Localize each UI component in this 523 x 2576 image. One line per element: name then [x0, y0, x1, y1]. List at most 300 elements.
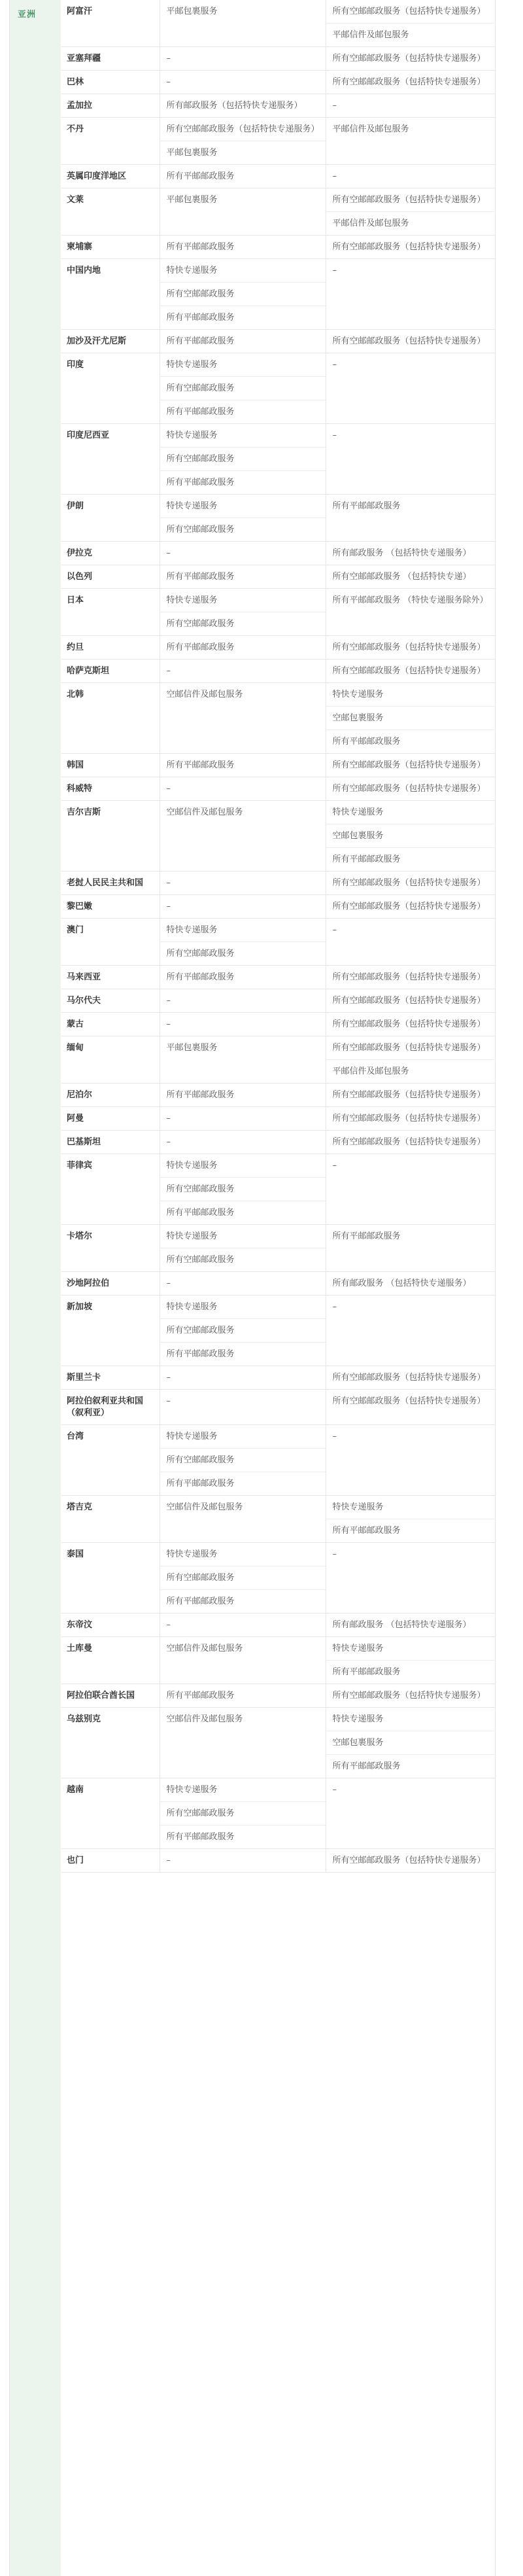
inbound-service-item: 所有空邮邮政服务（包括特快专递服务）: [332, 1114, 486, 1123]
country-name: 菲律宾: [61, 1154, 160, 1225]
country-name: 塔吉克: [61, 1496, 160, 1543]
outbound-service-item: 特快专递服务: [160, 589, 326, 612]
outbound-service-item: 所有空邮邮政服务（包括特快专递服务）: [160, 118, 326, 141]
outbound-service-item: –: [166, 878, 171, 888]
inbound-service-item: 所有空邮邮政服务（包括特快专递服务）: [332, 1691, 486, 1701]
country-name: 哈萨克斯坦: [61, 660, 160, 683]
outbound-services-cell: [160, 330, 326, 353]
inbound-services-cell: [326, 1366, 496, 1390]
country-name: 巴基斯坦: [61, 1131, 160, 1154]
outbound-service-item: 所有空邮邮政服务: [166, 525, 235, 535]
outbound-service-item: 特快专递服务: [160, 1154, 326, 1178]
inbound-services-cell: [326, 1425, 496, 1496]
outbound-service-item: 所有平邮邮政服务: [166, 313, 235, 323]
outbound-service-item: –: [166, 548, 171, 558]
table-row: [61, 1614, 496, 1637]
outbound-service-item: 特快专递服务: [160, 353, 326, 377]
outbound-service-item: –: [166, 666, 171, 676]
table-row: [61, 165, 496, 188]
inbound-service-item: 空邮包裹服务: [326, 707, 496, 730]
table-row: [61, 188, 496, 236]
table-row: [61, 565, 496, 589]
country-name: 中国内地: [61, 259, 160, 330]
country-name: 柬埔寨: [61, 236, 160, 259]
table-row: [61, 1390, 496, 1425]
outbound-service-item: –: [166, 1137, 171, 1147]
table-row: [61, 259, 496, 330]
country-name: 亚塞拜疆: [61, 47, 160, 71]
outbound-services-cell: [160, 801, 326, 872]
outbound-service-item: 所有空邮邮政服务: [166, 619, 235, 629]
outbound-services-cell: [160, 1684, 326, 1708]
outbound-services-cell: [160, 660, 326, 683]
country-name: 科威特: [61, 777, 160, 801]
inbound-service-item: 所有空邮邮政服务（包括特快专递服务）: [332, 54, 486, 63]
country-name: 伊拉克: [61, 542, 160, 565]
country-name: 伊朗: [61, 495, 160, 542]
country-name: 吉尔吉斯: [61, 801, 160, 872]
outbound-service-item: 所有平邮邮政服务: [166, 1832, 235, 1842]
inbound-services-cell: [326, 660, 496, 683]
table-row: [61, 1272, 496, 1296]
inbound-services-cell: [326, 236, 496, 259]
country-name: 斯里兰卡: [61, 1366, 160, 1390]
outbound-service-item: 所有空邮邮政服务: [160, 1566, 326, 1590]
outbound-service-item: 所有平邮邮政服务: [166, 242, 235, 252]
inbound-service-item: 所有平邮邮政服务: [332, 855, 401, 864]
inbound-services-cell: [326, 1614, 496, 1637]
inbound-service-item: 所有空邮邮政服务（包括特快专递服务）: [332, 1137, 486, 1147]
inbound-service-item: 所有空邮邮政服务（包括特快专递服务）: [332, 1373, 486, 1383]
inbound-service-item: 所有平邮邮政服务: [332, 1667, 401, 1677]
outbound-services-cell: [160, 1013, 326, 1036]
table-row: [61, 919, 496, 966]
inbound-services-cell: [326, 188, 496, 236]
inbound-services-cell: [326, 1684, 496, 1708]
table-row: [61, 683, 496, 754]
outbound-service-item: 所有邮政服务（包括特快专递服务）: [166, 101, 303, 111]
inbound-service-item: 所有空邮邮政服务（包括特快专递服务）: [332, 77, 486, 87]
country-name: 加沙及汗尤尼斯: [61, 330, 160, 353]
inbound-service-item: 所有空邮邮政服务（包括特快专递服务）: [332, 1856, 486, 1865]
outbound-services-cell: [160, 1084, 326, 1107]
outbound-services-cell: [160, 1708, 326, 1778]
table-row: [61, 47, 496, 71]
outbound-services-cell: [160, 683, 326, 754]
table-row: [61, 636, 496, 660]
country-name: 不丹: [61, 118, 160, 165]
outbound-service-item: 所有平邮邮政服务: [166, 1479, 235, 1489]
outbound-service-item: 空邮信件及邮包服务: [166, 1502, 243, 1512]
service-table: [61, 0, 496, 1873]
table-row: [61, 1013, 496, 1036]
table-row: [61, 895, 496, 919]
inbound-services-cell: [326, 754, 496, 777]
outbound-services-cell: [160, 47, 326, 71]
inbound-services-cell: [326, 1296, 496, 1366]
country-name: 泰国: [61, 1543, 160, 1614]
table-row: [61, 1296, 496, 1366]
table-row: [61, 1708, 496, 1778]
inbound-service-item: 所有空邮邮政服务（包括特快专递服务）: [332, 972, 486, 982]
table-row: [61, 495, 496, 542]
country-name: 蒙古: [61, 1013, 160, 1036]
inbound-service-item: –: [332, 1432, 337, 1441]
country-name: 东帝汶: [61, 1614, 160, 1637]
table-row: [61, 1131, 496, 1154]
outbound-services-cell: [160, 165, 326, 188]
inbound-service-item: –: [332, 1785, 337, 1795]
inbound-services-cell: [326, 966, 496, 989]
inbound-service-item: –: [332, 925, 337, 935]
inbound-services-cell: [326, 330, 496, 353]
outbound-service-item: 所有平邮邮政服务: [166, 171, 235, 181]
inbound-service-item: 空邮包裹服务: [326, 1731, 496, 1755]
table-row: [61, 330, 496, 353]
inbound-service-item: 特快专递服务: [326, 683, 496, 707]
service-table-body: [61, 0, 496, 1873]
outbound-services-cell: [160, 1849, 326, 1873]
outbound-services-cell: [160, 636, 326, 660]
inbound-services-cell: [326, 801, 496, 872]
inbound-services-cell: [326, 1496, 496, 1543]
outbound-service-item: 所有空邮邮政服务: [160, 1802, 326, 1826]
outbound-service-item: 平邮包裹服务: [166, 148, 218, 158]
outbound-services-cell: [160, 1131, 326, 1154]
inbound-service-item: 所有空邮邮政服务（包括特快专递服务）: [332, 643, 486, 652]
outbound-service-item: 空邮信件及邮包服务: [166, 807, 243, 817]
inbound-service-item: 所有空邮邮政服务（包括特快专递服务）: [332, 336, 486, 346]
region-column: [10, 0, 61, 2576]
outbound-service-item: 所有空邮邮政服务: [166, 949, 235, 959]
inbound-service-item: 特快专递服务: [326, 1637, 496, 1661]
outbound-service-item: 所有空邮邮政服务: [160, 448, 326, 471]
outbound-service-item: –: [166, 902, 171, 911]
outbound-services-cell: [160, 1390, 326, 1425]
country-name: 阿曼: [61, 1107, 160, 1131]
inbound-services-cell: [326, 353, 496, 424]
inbound-services-cell: [326, 895, 496, 919]
outbound-service-item: 所有空邮邮政服务: [160, 1449, 326, 1472]
outbound-services-cell: [160, 94, 326, 118]
inbound-services-cell: [326, 1849, 496, 1873]
inbound-services-cell: [326, 989, 496, 1013]
outbound-services-cell: [160, 589, 326, 636]
outbound-service-item: 所有平邮邮政服务: [166, 1691, 235, 1701]
outbound-service-item: –: [166, 77, 171, 87]
inbound-services-cell: [326, 589, 496, 636]
inbound-service-item: 所有空邮邮政服务（包括特快专递服务）: [326, 0, 496, 24]
inbound-service-item: –: [332, 1549, 337, 1559]
outbound-services-cell: [160, 542, 326, 565]
outbound-service-item: 所有平邮邮政服务: [166, 572, 235, 582]
outbound-service-item: 所有平邮邮政服务: [166, 1597, 235, 1606]
table-row: [61, 1154, 496, 1225]
outbound-service-item: 所有平邮邮政服务: [166, 1349, 235, 1359]
country-name: 北韩: [61, 683, 160, 754]
inbound-services-cell: [326, 71, 496, 94]
inbound-services-cell: [326, 1637, 496, 1684]
outbound-service-item: 平邮包裹服务: [166, 7, 218, 16]
inbound-services-cell: [326, 1013, 496, 1036]
table-row: [61, 1107, 496, 1131]
country-name: 沙地阿拉伯: [61, 1272, 160, 1296]
outbound-services-cell: [160, 1614, 326, 1637]
inbound-services-cell: [326, 1154, 496, 1225]
inbound-service-item: 所有空邮邮政服务（包括特快专递服务）: [332, 242, 486, 252]
inbound-service-item: 平邮信件及邮包服务: [332, 1067, 409, 1076]
inbound-service-item: 所有空邮邮政服务（包括特快专递服务）: [332, 902, 486, 911]
country-name: 约旦: [61, 636, 160, 660]
table-row: [61, 1778, 496, 1849]
table-row: [61, 801, 496, 872]
outbound-services-cell: [160, 1637, 326, 1684]
inbound-service-item: –: [332, 171, 337, 181]
outbound-service-item: 特快专递服务: [160, 1225, 326, 1248]
inbound-services-cell: [326, 47, 496, 71]
inbound-service-item: 特快专递服务: [326, 1708, 496, 1731]
inbound-services-cell: [326, 495, 496, 542]
outbound-services-cell: [160, 1496, 326, 1543]
inbound-service-item: 所有空邮邮政服务（包括特快专递服务）: [332, 666, 486, 676]
inbound-services-cell: [326, 919, 496, 966]
outbound-services-cell: [160, 188, 326, 236]
country-name: 孟加拉: [61, 94, 160, 118]
outbound-services-cell: [160, 565, 326, 589]
table-row: [61, 1366, 496, 1390]
inbound-services-cell: [326, 1543, 496, 1614]
outbound-service-item: 所有平邮邮政服务: [166, 407, 235, 417]
inbound-services-cell: [326, 872, 496, 895]
outbound-service-item: –: [166, 1019, 171, 1029]
inbound-services-cell: [326, 0, 496, 47]
outbound-service-item: 平邮包裹服务: [166, 195, 218, 205]
country-name: 马来西亚: [61, 966, 160, 989]
outbound-service-item: 特快专递服务: [160, 1296, 326, 1319]
outbound-service-item: 所有平邮邮政服务: [166, 336, 235, 346]
outbound-service-item: –: [166, 1114, 171, 1123]
table-row: [61, 1225, 496, 1272]
outbound-service-item: 所有平邮邮政服务: [166, 643, 235, 652]
country-name: 阿拉伯联合酋长国: [61, 1684, 160, 1708]
inbound-services-cell: [326, 636, 496, 660]
outbound-services-cell: [160, 777, 326, 801]
inbound-services-cell: [326, 1272, 496, 1296]
table-row: [61, 353, 496, 424]
outbound-service-item: 特快专递服务: [160, 424, 326, 448]
table-row: [61, 989, 496, 1013]
inbound-services-cell: [326, 424, 496, 495]
inbound-service-item: 所有空邮邮政服务 （包括特快专递）: [332, 572, 471, 582]
inbound-service-item: 所有空邮邮政服务（包括特快专递服务）: [332, 1396, 486, 1406]
country-name: 以色列: [61, 565, 160, 589]
country-name: 新加坡: [61, 1296, 160, 1366]
outbound-services-cell: [160, 1296, 326, 1366]
table-row: [61, 589, 496, 636]
outbound-service-item: 特快专递服务: [160, 919, 326, 942]
table-row: [61, 872, 496, 895]
inbound-service-item: 所有空邮邮政服务（包括特快专递服务）: [332, 760, 486, 770]
outbound-service-item: 所有平邮邮政服务: [166, 760, 235, 770]
country-name: 韩国: [61, 754, 160, 777]
outbound-service-item: 所有空邮邮政服务: [160, 377, 326, 400]
outbound-service-item: –: [166, 54, 171, 63]
inbound-service-item: 所有空邮邮政服务（包括特快专递服务）: [332, 996, 486, 1006]
country-name: 文莱: [61, 188, 160, 236]
inbound-service-item: 所有平邮邮政服务: [332, 1761, 401, 1771]
inbound-services-cell: [326, 542, 496, 565]
outbound-service-item: 特快专递服务: [160, 495, 326, 518]
outbound-service-item: 空邮信件及邮包服务: [166, 1644, 243, 1653]
inbound-service-item: 所有邮政服务 （包括特快专递服务）: [332, 548, 471, 558]
outbound-services-cell: [160, 1036, 326, 1084]
country-name: 阿富汗: [61, 0, 160, 47]
outbound-service-item: 所有平邮邮政服务: [166, 1090, 235, 1100]
outbound-service-item: –: [166, 1620, 171, 1630]
outbound-services-cell: [160, 71, 326, 94]
country-name: 越南: [61, 1778, 160, 1849]
table-row: [61, 542, 496, 565]
table-row: [61, 236, 496, 259]
outbound-service-item: –: [166, 1279, 171, 1288]
inbound-service-item: –: [332, 431, 337, 440]
outbound-services-cell: [160, 1366, 326, 1390]
table-row: [61, 1036, 496, 1084]
inbound-services-cell: [326, 1107, 496, 1131]
outbound-service-item: 特快专递服务: [160, 1778, 326, 1802]
inbound-service-item: 所有平邮邮政服务: [332, 1231, 401, 1241]
inbound-service-item: 平邮信件及邮包服务: [332, 219, 409, 228]
country-name: 乌兹别克: [61, 1708, 160, 1778]
inbound-services-cell: [326, 259, 496, 330]
outbound-service-item: 所有空邮邮政服务: [166, 1255, 235, 1265]
inbound-services-cell: [326, 1708, 496, 1778]
country-name: 阿拉伯叙利亚共和国（叙利亚）: [61, 1390, 160, 1425]
outbound-services-cell: [160, 872, 326, 895]
outbound-service-item: 所有平邮邮政服务: [166, 478, 235, 487]
table-row: [61, 754, 496, 777]
outbound-service-item: –: [166, 1396, 171, 1406]
outbound-services-cell: [160, 1543, 326, 1614]
outbound-service-item: 所有空邮邮政服务: [160, 1319, 326, 1343]
outbound-service-item: 空邮信件及邮包服务: [166, 1714, 243, 1724]
outbound-services-cell: [160, 1778, 326, 1849]
table-row: [61, 0, 496, 47]
outbound-service-item: 特快专递服务: [160, 259, 326, 283]
inbound-services-cell: [326, 118, 496, 165]
table-row: [61, 71, 496, 94]
country-name: 印度尼西亚: [61, 424, 160, 495]
table-row: [61, 1684, 496, 1708]
inbound-services-cell: [326, 1390, 496, 1425]
outbound-services-cell: [160, 966, 326, 989]
outbound-service-item: –: [166, 784, 171, 794]
inbound-service-item: 所有空邮邮政服务（包括特快专递服务）: [332, 784, 486, 794]
table-row: [61, 777, 496, 801]
table-row: [61, 660, 496, 683]
inbound-services-cell: [326, 1225, 496, 1272]
inbound-service-item: 平邮信件及邮包服务: [332, 124, 409, 134]
inbound-services-cell: [326, 1036, 496, 1084]
outbound-services-cell: [160, 1107, 326, 1131]
outbound-services-cell: [160, 0, 326, 47]
outbound-services-cell: [160, 1225, 326, 1272]
table-row: [61, 1637, 496, 1684]
table-row: [61, 1849, 496, 1873]
outbound-services-cell: [160, 495, 326, 542]
table-row: [61, 118, 496, 165]
outbound-service-item: 所有平邮邮政服务: [166, 1208, 235, 1218]
inbound-service-item: 所有平邮邮政服务: [332, 501, 401, 511]
inbound-service-item: 所有空邮邮政服务（包括特快专递服务）: [332, 1019, 486, 1029]
country-name: 印度: [61, 353, 160, 424]
country-name: 马尔代夫: [61, 989, 160, 1013]
outbound-services-cell: [160, 1272, 326, 1296]
table-row: [61, 1543, 496, 1614]
country-name: 台湾: [61, 1425, 160, 1496]
outbound-service-item: 空邮信件及邮包服务: [166, 690, 243, 699]
inbound-service-item: –: [332, 266, 337, 275]
table-row: [61, 94, 496, 118]
outbound-services-cell: [160, 895, 326, 919]
inbound-services-cell: [326, 1778, 496, 1849]
country-name: 卡塔尔: [61, 1225, 160, 1272]
table-row: [61, 966, 496, 989]
inbound-service-item: 所有平邮邮政服务: [332, 1526, 401, 1536]
outbound-services-cell: [160, 353, 326, 424]
table-row: [61, 1496, 496, 1543]
inbound-service-item: 所有邮政服务 （包括特快专递服务）: [332, 1279, 471, 1288]
outbound-services-cell: [160, 754, 326, 777]
inbound-service-item: 特快专递服务: [326, 801, 496, 824]
outbound-services-cell: [160, 1425, 326, 1496]
outbound-services-cell: [160, 236, 326, 259]
inbound-services-cell: [326, 777, 496, 801]
inbound-service-item: 所有空邮邮政服务（包括特快专递服务）: [332, 1090, 486, 1100]
outbound-service-item: –: [166, 1856, 171, 1865]
inbound-service-item: 空邮包裹服务: [326, 824, 496, 848]
country-name: 老挝人民民主共和国: [61, 872, 160, 895]
outbound-service-item: 所有空邮邮政服务: [160, 1178, 326, 1201]
outbound-services-cell: [160, 259, 326, 330]
inbound-service-item: –: [332, 101, 337, 111]
outbound-service-item: 特快专递服务: [160, 1425, 326, 1449]
inbound-services-cell: [326, 1131, 496, 1154]
outbound-service-item: 平邮包裹服务: [166, 1043, 218, 1053]
outbound-services-cell: [160, 118, 326, 165]
inbound-services-cell: [326, 565, 496, 589]
region-label: 亚洲: [18, 10, 37, 20]
country-name: 澳门: [61, 919, 160, 966]
outbound-services-cell: [160, 424, 326, 495]
table-row: [61, 1084, 496, 1107]
inbound-service-item: 平邮信件及邮包服务: [332, 30, 409, 40]
outbound-service-item: 所有平邮邮政服务: [166, 972, 235, 982]
outbound-service-item: 特快专递服务: [160, 1543, 326, 1566]
inbound-service-item: 所有平邮邮政服务 （特快专递服务除外）: [332, 595, 488, 605]
country-name: 日本: [61, 589, 160, 636]
inbound-services-cell: [326, 165, 496, 188]
outbound-services-cell: [160, 919, 326, 966]
inbound-service-item: 特快专递服务: [326, 1496, 496, 1519]
country-name: 也门: [61, 1849, 160, 1873]
inbound-service-item: –: [332, 360, 337, 370]
outbound-service-item: 所有空邮邮政服务: [160, 283, 326, 306]
inbound-service-item: –: [332, 1302, 337, 1312]
inbound-service-item: 所有空邮邮政服务（包括特快专递服务）: [332, 878, 486, 888]
inbound-service-item: 所有平邮邮政服务: [332, 737, 401, 747]
table-row: [61, 1425, 496, 1496]
